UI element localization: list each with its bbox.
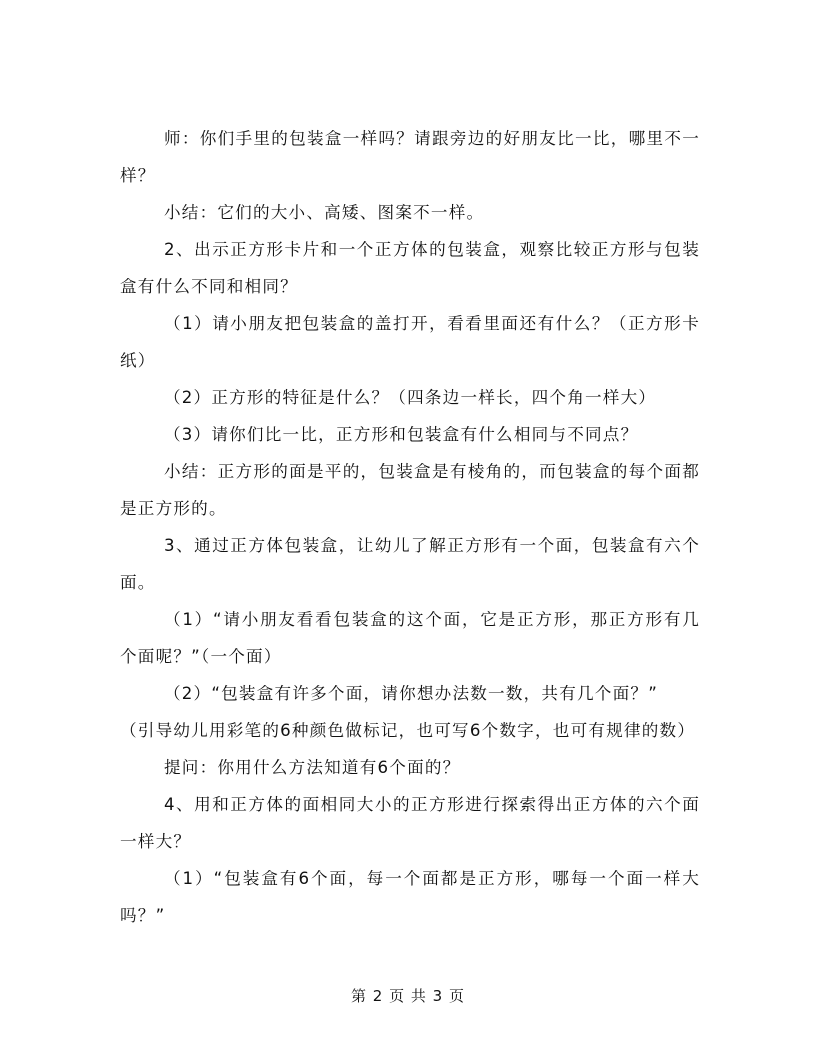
paragraph-step-3-item-1: （1）“请小朋友看看包装盒的这个面，它是正方形，那正方形有几个面呢？”（一个面） <box>120 610 700 666</box>
paragraph-summary-1: 小结：它们的大小、高矮、图案不一样。 <box>164 203 485 222</box>
paragraph-step-4-item-1: （1）“包装盒有6个面，每一个面都是正方形，哪每一个面一样大吗？” <box>120 869 700 925</box>
paragraph-step-3-guidance: （引导幼儿用彩笔的6种颜色做标记，也可写6个数字，也可有规律的数） <box>120 721 696 740</box>
paragraph-step-2-item-3: （3）请你们比一比，正方形和包装盒有什么相同与不同点？ <box>164 425 639 444</box>
paragraph-question: 提问：你用什么方法知道有6个面的？ <box>164 758 461 777</box>
page-number-footer: 第 2 页 共 3 页 <box>351 987 465 1005</box>
paragraph-teacher-question: 师：你们手里的包装盒一样吗？请跟旁边的好朋友比一比，哪里不一样？ <box>120 129 700 185</box>
paragraph-summary-2: 小结：正方形的面是平的，包装盒是有棱角的，而包装盒的每个面都是正方形的。 <box>120 462 700 518</box>
paragraph-step-2: 2、出示正方形卡片和一个正方体的包装盒，观察比较正方形与包装盒有什么不同和相同？ <box>120 240 700 296</box>
paragraph-step-4: 4、用和正方体的面相同大小的正方形进行探索得出正方体的六个面一样大？ <box>120 795 700 851</box>
paragraph-step-2-item-2: （2）正方形的特征是什么？（四条边一样长，四个角一样大） <box>164 388 657 407</box>
paragraph-step-3-item-2: （2）“包装盒有许多个面，请你想办法数一数，共有几个面？” <box>164 684 658 703</box>
paragraph-step-3: 3、通过正方体包装盒，让幼儿了解正方形有一个面，包装盒有六个面。 <box>120 536 700 592</box>
document-body <box>120 120 700 934</box>
paragraph-step-2-item-1: （1）请小朋友把包装盒的盖打开，看看里面还有什么？（正方形卡纸） <box>120 314 700 370</box>
